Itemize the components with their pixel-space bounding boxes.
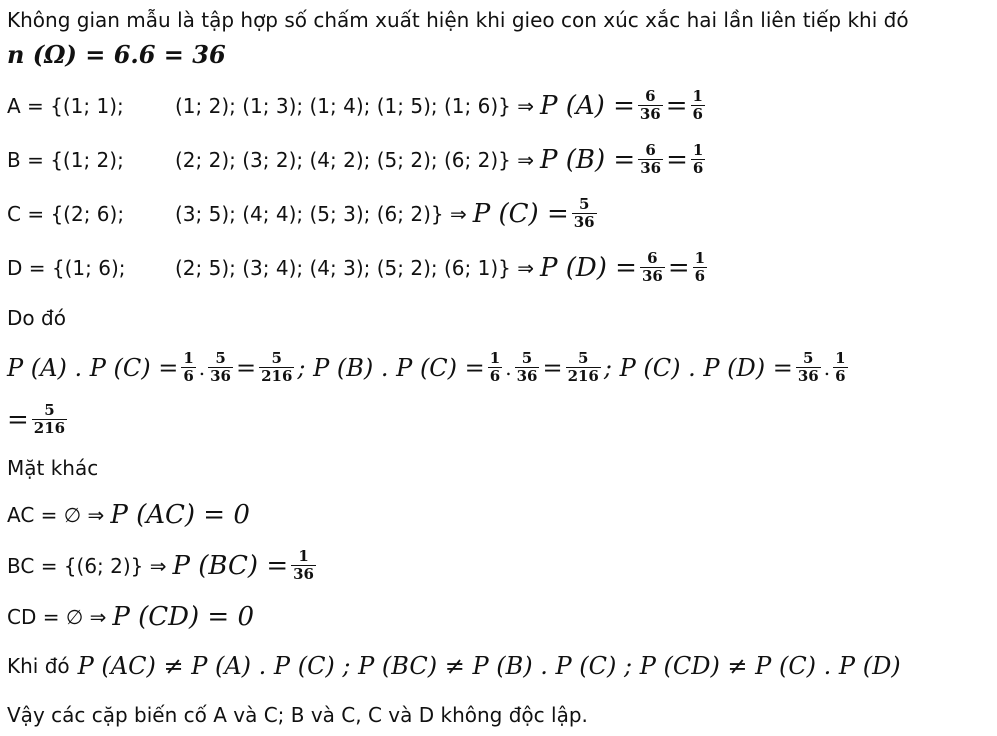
event-d-frac-1: $\frac{6}{36}$ [641,249,663,285]
event-b-prob: P (B) = [539,144,636,175]
cd-text: CD = ∅ ⇒ [7,605,107,629]
products-row-continued [7,402,70,437]
khi-do-row [7,652,901,680]
ac-math: P (AC) = 0 [110,500,250,530]
event-b-right: (2; 2); (3; 2); (4; 2); (5; 2); (6; 2)} ⇒ [175,147,534,172]
event-c-right: (3; 5); (4; 4); (5; 3); (6; 2)} ⇒ [175,201,467,226]
event-d-frac-2: $\frac{1}{6}$ [694,249,706,285]
bc-frac: $\frac{1}{36}$ [293,547,314,583]
product-bc-eq: = [542,353,563,382]
product-ac-eq: = [236,353,257,382]
event-a-row [7,88,708,123]
product-ac-dot: . [198,355,206,380]
event-b-frac-1: $\frac{6}{36}$ [640,141,662,177]
event-a-eq: = [665,90,688,121]
product-ac-frac-2: $\frac{5}{36}$ [210,349,231,385]
product-cd-dot: . [823,355,831,380]
product-ac-frac-3: $\frac{5}{216}$ [261,349,293,385]
event-b-left: B = {(1; 2); [7,147,124,172]
cd-row [7,602,254,632]
product-bc-dot: . [505,355,512,380]
product-cd-eq: = [7,404,29,435]
event-a-right: (1; 2); (1; 3); (1; 4); (1; 5); (1; 6)} ⇒ [175,93,534,118]
event-a-frac-2: $\frac{1}{6}$ [692,87,703,123]
products-row [7,350,851,385]
event-b-row [7,142,708,177]
event-b-eq: = [666,144,688,175]
event-d-eq: = [667,252,690,283]
event-d-left: D = {(1; 6); [7,255,126,280]
bc-math: P (BC) = [172,550,289,581]
cd-math: P (CD) = 0 [112,602,255,632]
sample-space-formula: n (Ω) = 6.6 = 36 [7,40,226,69]
event-c-row [7,196,600,231]
event-a-prob: P (A) = [539,90,635,121]
intro-line-1: Không gian mẫu là tập hợp số chấm xuất hiện khi gieo con xúc xắc hai lần liên tiếp khi đó [7,8,909,32]
do-do-label: Do đó [7,306,66,330]
product-bc-frac-3: $\frac{5}{216}$ [567,349,599,385]
product-bc-frac-2: $\frac{5}{36}$ [516,349,538,385]
event-a-left: A = {(1; 1); [7,93,124,118]
bc-row [7,548,319,583]
event-c-frac-1: $\frac{5}{36}$ [573,195,595,231]
event-c-prob: P (C) = [472,198,569,229]
bc-text: BC = {(6; 2)} ⇒ [7,553,167,578]
khi-do-text: Khi đó [7,654,70,678]
product-bc-expr: ; P (B) . P (C) = [297,353,485,382]
product-cd-frac-2: $\frac{1}{6}$ [835,349,846,385]
event-a-frac-1: $\frac{6}{36}$ [639,87,661,123]
product-cd-frac-1: $\frac{5}{36}$ [797,349,819,385]
ac-row [7,500,250,530]
product-bc-frac-1: $\frac{1}{6}$ [489,349,501,385]
event-c-left: C = {(2; 6); [7,201,125,226]
product-ac-frac-1: $\frac{1}{6}$ [183,349,194,385]
product-cd-expr: ; P (C) . P (D) = [603,353,793,382]
mat-khac-label: Mặt khác [7,456,99,480]
product-ac-expr: P (A) . P (C) = [7,353,179,382]
khi-do-math: P (AC) ≠ P (A) . P (C) ; P (BC) ≠ P (B) . P (C) ; P (CD) ≠ P (C) . P (D) [77,652,901,680]
event-b-frac-2: $\frac{1}{6}$ [692,141,704,177]
conclusion-text: Vậy các cặp biến cố A và C; B và C, C và D không độc lập. [7,703,588,727]
event-d-right: (2; 5); (3; 4); (4; 3); (5; 2); (6; 1)} ⇒ [175,255,534,280]
event-d-row [7,250,710,285]
product-cd-frac-3: $\frac{5}{216}$ [33,401,66,437]
event-d-prob: P (D) = [539,252,637,283]
ac-text: AC = ∅ ⇒ [7,503,105,527]
